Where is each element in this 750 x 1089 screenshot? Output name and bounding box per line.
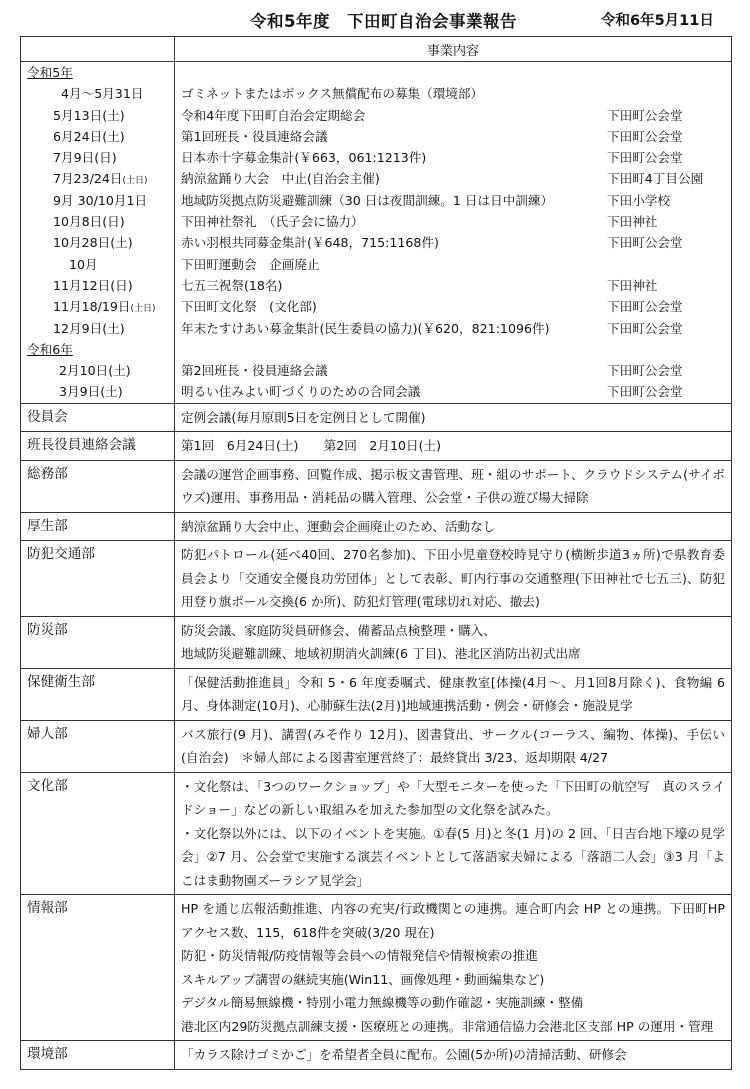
report-title: 令和5年度 下田町自治会事業報告 bbox=[250, 12, 517, 31]
schedule-event bbox=[175, 190, 731, 211]
schedule-date: 10月8日(日) bbox=[53, 214, 125, 230]
event-location: 下田町公会堂 bbox=[607, 107, 683, 123]
schedule-date: 11月18/19日(土日) bbox=[53, 299, 156, 315]
event-name: 下田町運動会 企画廃止 bbox=[181, 256, 320, 272]
section-line: 納涼盆踊り大会中止、運動会企画廃止のため、活動なし bbox=[181, 518, 496, 534]
section-row bbox=[21, 512, 732, 541]
schedule-date: 4月～5月31日 bbox=[61, 86, 144, 102]
date-list-2 bbox=[21, 360, 174, 403]
section-row bbox=[21, 616, 732, 668]
section-row bbox=[21, 668, 732, 720]
schedule-event-cell bbox=[175, 62, 732, 404]
section-line: ・文化祭以外には、以下のイベントを実施。①春(5 月)と冬(1 月)の 2 回、「日吉台地下壕の見学会」②7 月、公会堂で実施する演芸イベントとして落語家夫婦による「落語二人会」③3 月「よこはま動物園ズーラシア見学会」 bbox=[181, 825, 725, 888]
section-row bbox=[21, 1041, 732, 1070]
section-content bbox=[175, 772, 732, 895]
event-name: 赤い羽根共同募金集計(￥648，715:1168件) bbox=[181, 235, 439, 251]
event-name: 下田町文化祭 (文化部) bbox=[181, 299, 317, 315]
section-row bbox=[21, 772, 732, 895]
section-rows bbox=[21, 403, 732, 1069]
section-content bbox=[175, 460, 732, 512]
event-name: 地域防災拠点防災避難訓練（30 日は夜間訓練。1 日は日中訓練） bbox=[181, 192, 554, 208]
section-row bbox=[21, 432, 732, 461]
schedule-event bbox=[175, 318, 731, 339]
event-location: 下田神社 bbox=[607, 214, 658, 230]
section-content bbox=[175, 1041, 732, 1070]
schedule-event bbox=[175, 83, 731, 104]
section-content bbox=[175, 668, 732, 720]
section-label: 班長役員連絡会議 bbox=[21, 432, 175, 461]
section-row bbox=[21, 720, 732, 772]
schedule-date-cell bbox=[21, 62, 175, 404]
year-label-1: 令和5年 bbox=[27, 65, 73, 80]
section-row bbox=[21, 541, 732, 617]
schedule-event bbox=[175, 168, 731, 189]
section-line: スキルアップ講習の継続実施(Win11、画像処理・動画編集など) bbox=[181, 971, 545, 987]
schedule-date: 7月23/24日(土日) bbox=[53, 171, 148, 187]
event-name: 下田神社祭礼 （氏子会に協力） bbox=[181, 214, 364, 230]
schedule-date: 3月9日(土) bbox=[59, 384, 123, 400]
section-row bbox=[21, 403, 732, 432]
event-name: 七五三祝祭(18名) bbox=[181, 277, 283, 293]
schedule-event bbox=[175, 211, 731, 232]
section-line: デジタル簡易無線機・特別小電力無線機等の動作確認・実施訓練・整備 bbox=[181, 995, 584, 1011]
section-line: 定例会議(毎月原則5日を定例日として開催) bbox=[181, 409, 426, 425]
event-location: 下田町公会堂 bbox=[607, 384, 683, 400]
schedule-event bbox=[175, 254, 731, 275]
event-list-1 bbox=[175, 83, 731, 339]
event-list-2 bbox=[175, 360, 731, 403]
schedule-event bbox=[175, 296, 731, 317]
section-line: 地域防災避難訓練、地域初期消火訓練(6 丁目)、港北区消防出初式出席 bbox=[181, 646, 581, 662]
section-content bbox=[175, 616, 732, 668]
section-line: 「カラス除けゴミかご」を希望者全員に配布。公園(5か所)の清掃活動、研修会 bbox=[181, 1047, 627, 1063]
event-name: 明るい住みよい町づくりのための合同会議 bbox=[181, 384, 421, 400]
section-row bbox=[21, 895, 732, 1041]
schedule-event bbox=[175, 381, 731, 402]
section-label: 総務部 bbox=[21, 460, 175, 512]
report-header bbox=[0, 0, 750, 36]
schedule-event bbox=[175, 147, 731, 168]
section-label: 役員会 bbox=[21, 403, 175, 432]
report-date: 令和6年5月11日 bbox=[601, 13, 714, 29]
event-name: 年末たすけあい募金集計(民生委員の協力)(￥620，821:1096件) bbox=[181, 320, 550, 336]
schedule-event bbox=[175, 232, 731, 253]
schedule-date: 10月 bbox=[69, 256, 98, 272]
section-label: 防犯交通部 bbox=[21, 541, 175, 617]
section-label: 文化部 bbox=[21, 772, 175, 895]
schedule-event bbox=[175, 275, 731, 296]
table-header-cell: 事業内容 bbox=[175, 37, 732, 62]
section-content bbox=[175, 512, 732, 541]
date-list-1 bbox=[21, 83, 174, 339]
event-location: 下田町公会堂 bbox=[607, 150, 683, 166]
schedule-date: 12月9日(土) bbox=[53, 320, 125, 336]
section-line: HP を通じ広報活動推進、内容の充実/行政機関との連携。連合町内会 HP との連携。下田町HPアクセス数、115，618件を突破(3/20 現在) bbox=[181, 901, 725, 940]
section-content bbox=[175, 720, 732, 772]
event-name: 第2回班長・役員連絡会議 bbox=[181, 363, 328, 379]
header-blank-cell bbox=[21, 37, 175, 62]
section-line: 港北区内29防災拠点訓練支援・医療班との連携。非常通信協力会港北区支部 HP の運用・管理 bbox=[181, 1018, 714, 1034]
table-header-row bbox=[21, 37, 732, 62]
schedule-event bbox=[175, 126, 731, 147]
section-label: 環境部 bbox=[21, 1041, 175, 1070]
event-location: 下田町公会堂 bbox=[607, 320, 683, 336]
section-line: 防犯パトロール(延べ40回、270名参加)、下田小児童登校時見守り(横断歩道3ヵ所)で県教育委員会より「交通安全優良功労団体」として表彰、町内行事の交通整理(下田神社で七五三)、防犯用登り旗ポール交換(6 か所)、防犯灯管理(電球切れ対応、撤去) bbox=[181, 547, 725, 610]
section-content bbox=[175, 895, 732, 1041]
section-row bbox=[21, 460, 732, 512]
section-content bbox=[175, 403, 732, 432]
section-line: 「保健活動推進員」令和 5・6 年度委嘱式、健康教室[体操(4月～、月1回8月除く)、食物編 6 月、身体測定(10月)、心肺蘇生法(2月)]地域連携活動・例会・研修会・施設見学 bbox=[181, 674, 725, 714]
event-location: 下田町公会堂 bbox=[607, 235, 683, 251]
schedule-date: 11月12日(日) bbox=[53, 277, 133, 293]
event-location: 下田町公会堂 bbox=[607, 299, 683, 315]
section-line: ・文化祭は、「3つのワークショップ」や「大型モニターを使った「下田町の航空写 真のスライドショー」などの新しい取組みを加えた参加型の文化祭を試みた。 bbox=[181, 778, 725, 818]
section-content bbox=[175, 541, 732, 617]
year-label-2: 令和6年 bbox=[27, 341, 73, 357]
section-line: 会議の運営企画事務、回覧作成、掲示板文書管理、班・組のサポート、クラウドシステム(サイボウズ)運用、事務用品・消耗品の購入管理、公会堂・子供の遊び場大掃除 bbox=[181, 466, 725, 506]
event-location: 下田町4丁目公園 bbox=[607, 171, 704, 187]
schedule-event bbox=[175, 105, 731, 126]
event-name: ゴミネットまたはボックス無償配布の募集（環境部） bbox=[181, 86, 484, 102]
schedule-date: 7月9日(日) bbox=[53, 150, 117, 166]
schedule-row bbox=[21, 62, 732, 404]
event-name: 令和4年度下田町自治会定期総会 bbox=[181, 107, 366, 123]
section-line: 第1回 6月24日(土) 第2回 2月10日(土) bbox=[181, 438, 442, 454]
report-table bbox=[20, 36, 732, 1070]
section-label: 保健衛生部 bbox=[21, 668, 175, 720]
section-line: 防犯・防災情報/防疫情報等会員への情報発信や情報検索の推進 bbox=[181, 948, 538, 964]
event-location: 下田町公会堂 bbox=[607, 128, 683, 144]
section-line: バス旅行(9 月)、講習(みそ作り 12月)、図書貸出、サークル(コーラス、編物、体操)、手伝い(自治会) ＊婦人部による図書室運営終了：最終貸出 3/23、返却期限 4/27 bbox=[181, 726, 725, 766]
event-name: 第1回班長・役員連絡会議 bbox=[181, 128, 328, 144]
section-line: 防災会議、家庭防災員研修会、備蓄品点検整理・購入、 bbox=[181, 622, 496, 638]
section-label: 厚生部 bbox=[21, 512, 175, 541]
event-name: 納涼盆踊り大会 中止(自治会主催) bbox=[181, 171, 380, 187]
event-location: 下田小学校 bbox=[607, 192, 670, 208]
schedule-date: 9月 30/10月1日 bbox=[53, 192, 148, 208]
schedule-date: 10月28日(土) bbox=[53, 235, 133, 251]
schedule-date: 5月13日(土) bbox=[53, 107, 125, 123]
schedule-event bbox=[175, 360, 731, 381]
event-location: 下田町公会堂 bbox=[607, 363, 683, 379]
section-label: 婦人部 bbox=[21, 720, 175, 772]
schedule-date: 2月10日(土) bbox=[59, 363, 131, 379]
event-location: 下田神社 bbox=[607, 277, 658, 293]
schedule-date: 6月24日(土) bbox=[53, 128, 125, 144]
section-content bbox=[175, 432, 732, 461]
event-name: 日本赤十字募金集計(￥663，061:1213件) bbox=[181, 150, 427, 166]
section-label: 防災部 bbox=[21, 616, 175, 668]
section-label: 情報部 bbox=[21, 895, 175, 1041]
